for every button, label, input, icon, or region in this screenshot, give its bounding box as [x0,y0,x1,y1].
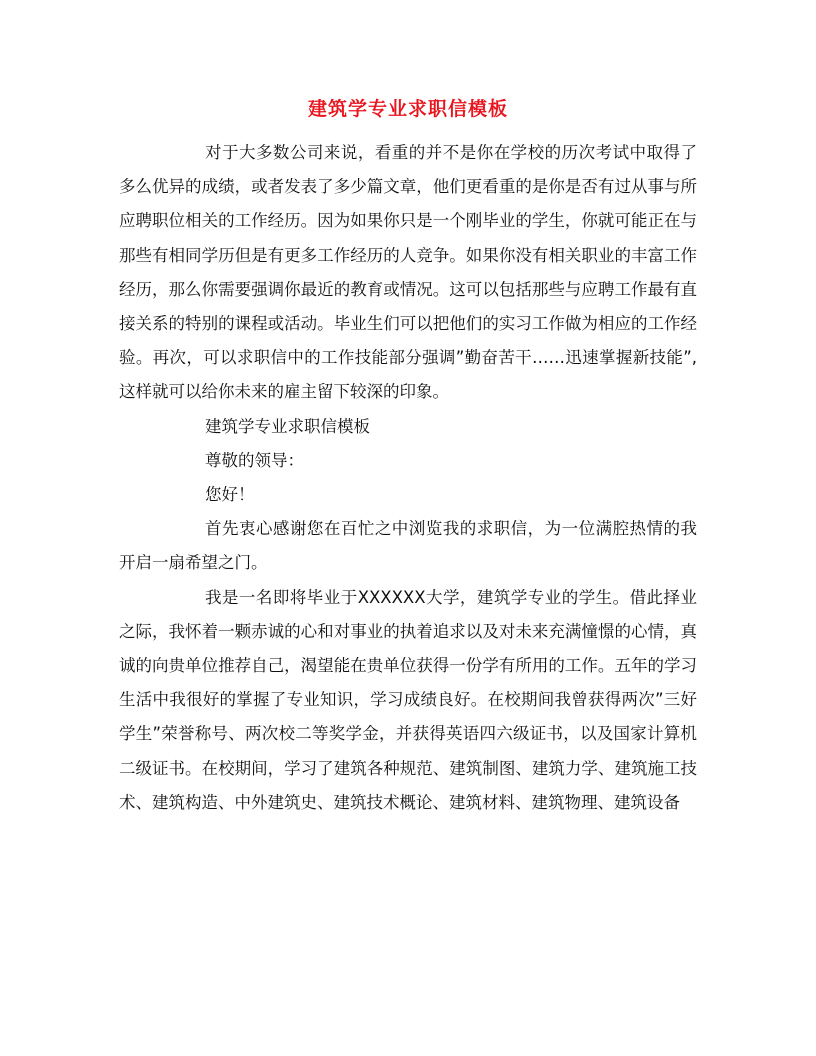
paragraph-thanks: 首先衷心感谢您在百忙之中浏览我的求职信，为一位满腔热情的我开启一扇希望之门。 [119,519,697,573]
paragraph-salutation: 尊敬的领导： [205,450,304,470]
paragraph-intro: 对于大多数公司来说，看重的并不是你在学校的历次考试中取得了多么优异的成绩，或者发表了多少篇文章，他们更看重的是你是否有过从事与所应聘职位相关的工作经历。因为如果你只是一个刚毕业的学生，你就可能正在与那些有相同学历但是有更多工作经历的人竞争。如果你没有相关职业的丰富工作经历，那么你需要强调你最近的教育或情况。这可以包括那些与应聘工作最有直接关系的特别的课程或活动。毕业生们可以把他们的实习工作做为相应的工作经验。再次，可以求职信中的工作技能部分强调”勤奋苦干……迅速掌握新技能”,这样就可以给你未来的雇主留下较深的印象。 [119,143,697,402]
document-title: 建筑学专业求职信模板 [307,98,508,120]
paragraph-greeting: 您好！ [205,485,255,505]
paragraph-self-introduction: 我是一名即将毕业于XXXXXX大学，建筑学专业的学生。借此择业之际，我怀着一颗赤诚的心和对事业的执着追求以及对未来充满憧憬的心情，真诚的向贵单位推荐自己，渴望能在贵单位获得一份学有所用的工作。五年的学习生活中我很好的掌握了专业知识，学习成绩良好。在校期间我曾获得两次”三好学生”荣誉称号、两次校二等奖学金，并获得英语四六级证书，以及国家计算机二级证书。在校期间，学习了建筑各种规范、建筑制图、建筑力学、建筑施工技术、建筑构造、中外建筑史、建筑技术概论、建筑材料、建筑物理、建筑设备 [119,587,697,812]
paragraph-subtitle: 建筑学专业求职信模板 [205,416,370,436]
document-body [119,136,697,820]
